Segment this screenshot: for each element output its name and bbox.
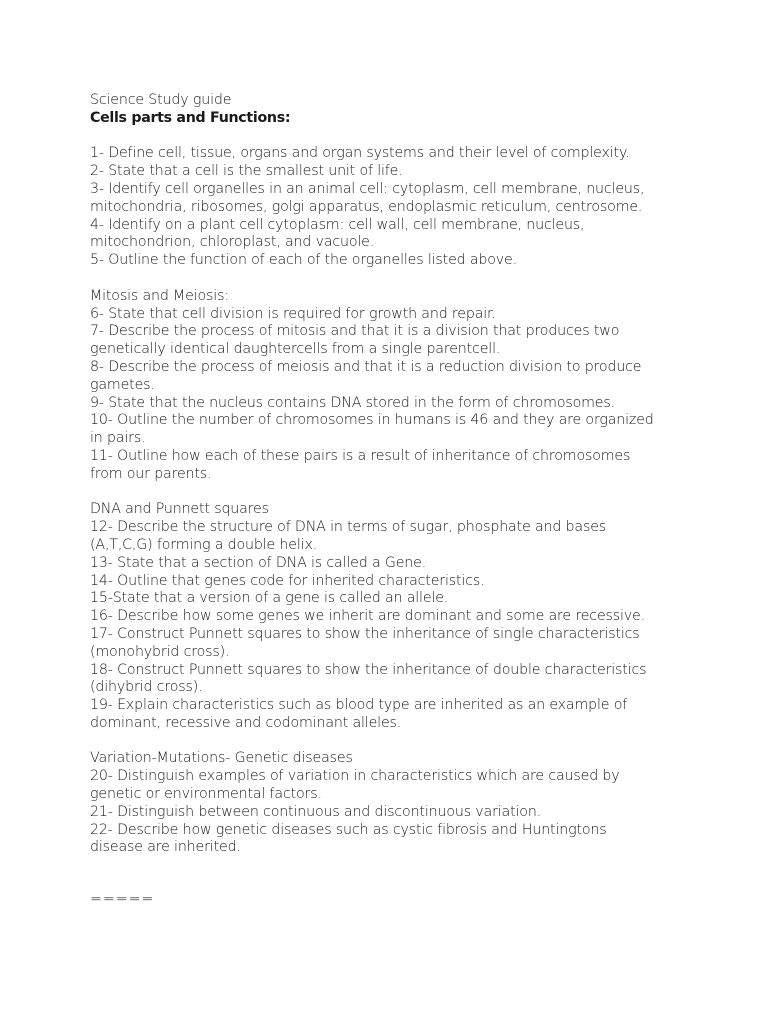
spacer <box>90 733 690 751</box>
list-item: 19- Explain characteristics such as blood type are inherited as an example of dominant, recessive and codominant alleles. <box>90 697 628 731</box>
list-item: 2- State that a cell is the smallest unit of life. <box>90 163 403 180</box>
separator-line: ===== <box>90 891 155 908</box>
section-items-mitosis <box>90 306 690 484</box>
section-items-variation <box>90 768 690 857</box>
document-title: Science Study guide <box>90 92 232 108</box>
list-item: 11- Outline how each of these pairs is a result of inheritance of chromosomes from our parents. <box>90 447 631 482</box>
list-item: 3- Identify cell organelles in an animal cell: cytoplasm, cell membrane, nucleus, mitochondria, ribosomes, golgi apparatus, endoplasmic reticulum, centrosome. <box>90 180 645 215</box>
section-items-dna <box>90 519 690 733</box>
section-items-cells <box>90 145 690 270</box>
spacer <box>90 270 690 288</box>
list-item: 7- Describe the process of mitosis and that it is a division that produces two genetically identical daughtercells from a single parentcell. <box>90 323 620 358</box>
list-item: 17- Construct Punnett squares to show the inheritance of single characteristics (monohybrid cross). <box>90 625 640 660</box>
list-item: 20- Distinguish examples of variation in characteristics which are caused by genetic or environmental factors. <box>90 768 620 803</box>
list-item: 13- State that a section of DNA is called a Gene. <box>90 554 427 571</box>
spacer <box>90 484 690 502</box>
section-heading-cells: Cells parts and Functions: <box>90 109 291 126</box>
list-item: 6- State that cell division is required for growth and repair. <box>90 305 496 322</box>
list-item: 10- Outline the number of chromosomes in humans is 46 and they are organized in pairs. <box>90 412 654 447</box>
list-item: 12- Describe the structure of DNA in terms of sugar, phosphate and bases (A,T,C,G) forming a double helix. <box>90 519 607 553</box>
study-guide-page <box>90 92 690 909</box>
list-item: 9- State that the nucleus contains DNA stored in the form of chromosomes. <box>90 394 615 411</box>
list-item: 14- Outline that genes code for inherited characteristics. <box>90 572 485 589</box>
list-item: 5- Outline the function of each of the organelles listed above. <box>90 252 517 269</box>
list-item: 18- Construct Punnett squares to show the inheritance of double characteristics (dihybrid cross). <box>90 661 647 696</box>
list-item: 4- Identify on a plant cell cytoplasm: cell wall, cell membrane, nucleus, mitochondrion, chloroplast, and vacuole. <box>90 216 585 251</box>
list-item: 21- Distinguish between continuous and discontinuous variation. <box>90 803 542 820</box>
list-item: 22- Describe how genetic diseases such as cystic fibrosis and Huntingtons disease are inherited. <box>90 821 607 856</box>
list-item: 1- Define cell, tissue, organs and organ systems and their level of complexity. <box>90 145 630 162</box>
spacer <box>90 128 690 146</box>
section-heading-dna: DNA and Punnett squares <box>90 501 269 518</box>
list-item: 15-State that a version of a gene is called an allele. <box>90 590 449 607</box>
section-heading-mitosis: Mitosis and Meiosis: <box>90 287 229 304</box>
list-item: 16- Describe how some genes we inherit are dominant and some are recessive. <box>90 608 645 625</box>
section-heading-variation: Variation-Mutations- Genetic diseases <box>90 750 353 767</box>
list-item: 8- Describe the process of meiosis and that it is a reduction division to produce gametes. <box>90 358 642 393</box>
